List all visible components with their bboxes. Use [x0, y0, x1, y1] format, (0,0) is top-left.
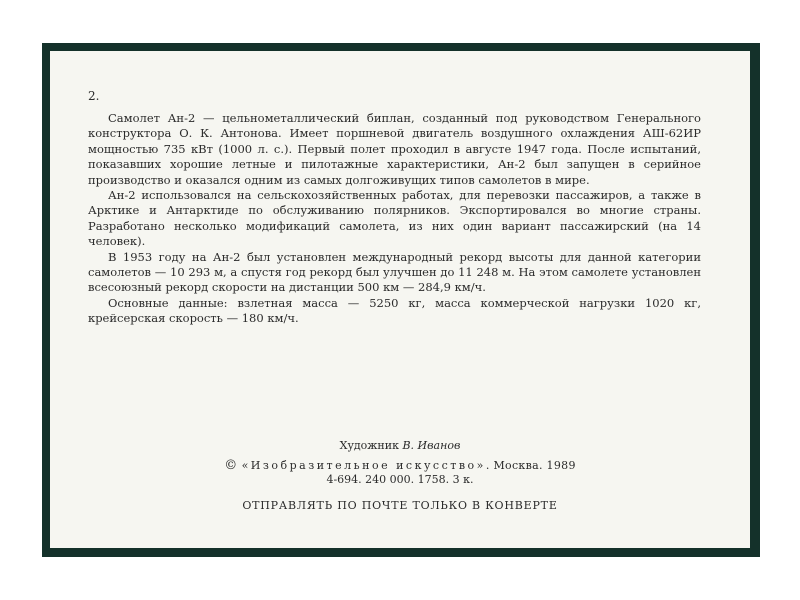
mailing-notice: ОТПРАВЛЯТЬ ПО ПОЧТЕ ТОЛЬКО В КОНВЕРТЕ [242, 499, 558, 512]
paragraph-records: В 1953 году на Ан-2 был установлен международный рекорд высоты для данной категории самолетов — 10 293 м, а спустя год рекорд был улучшен до 11 248 м. На этом самолете установлен всесоюзный рекорд скорости на дистанции 500 км — 284,9 км/ч. [88, 249, 701, 295]
paragraph-specs: Основные данные: взлетная масса — 5250 кг, масса коммерческой нагрузки 1020 кг, крейсерская скорость — 180 км/ч. [88, 295, 701, 326]
copyright-icon: © [224, 458, 238, 473]
artist-line [50, 439, 750, 453]
paragraph-usage: Ан-2 использовался на сельскохозяйственных работах, для перевозки пассажиров, а также в Арктике и Антарктиде по обслуживанию полярников. Экспортировался во многие страны. Разработано несколько модификаций самолета, из них один вариант пассажирский (на 14 человек). [88, 188, 701, 249]
publisher-city-year: . Москва. 1989 [485, 459, 576, 472]
artist-label: Художник [339, 439, 399, 452]
credits-block [50, 439, 750, 513]
page-number: 2. [88, 89, 100, 103]
artist-name: В. Иванов [402, 439, 461, 452]
publisher-name: «Изобразительное искусство» [241, 459, 486, 472]
paragraph-history: Самолет Ан-2 — цельнометаллический биплан, созданный под руководством Генерального конструктора О. К. Антонова. Имеет поршневой двигатель воздушного охлаждения АШ-62ИР мощностью 735 кВт (1000 л. с.). Первый полет проходил в августе 1947 года. После испытаний, показавших хорошие летные и пилотажные характеристики, Ан-2 был запущен в серийное производство и оказался одним из самых долгоживущих типов самолетов в мире. [88, 111, 701, 187]
print-info: 4-694. 240 000. 1758. 3 к. [326, 473, 474, 486]
postcard-back [50, 51, 750, 548]
description-text [88, 111, 701, 327]
publisher-line [50, 459, 750, 473]
